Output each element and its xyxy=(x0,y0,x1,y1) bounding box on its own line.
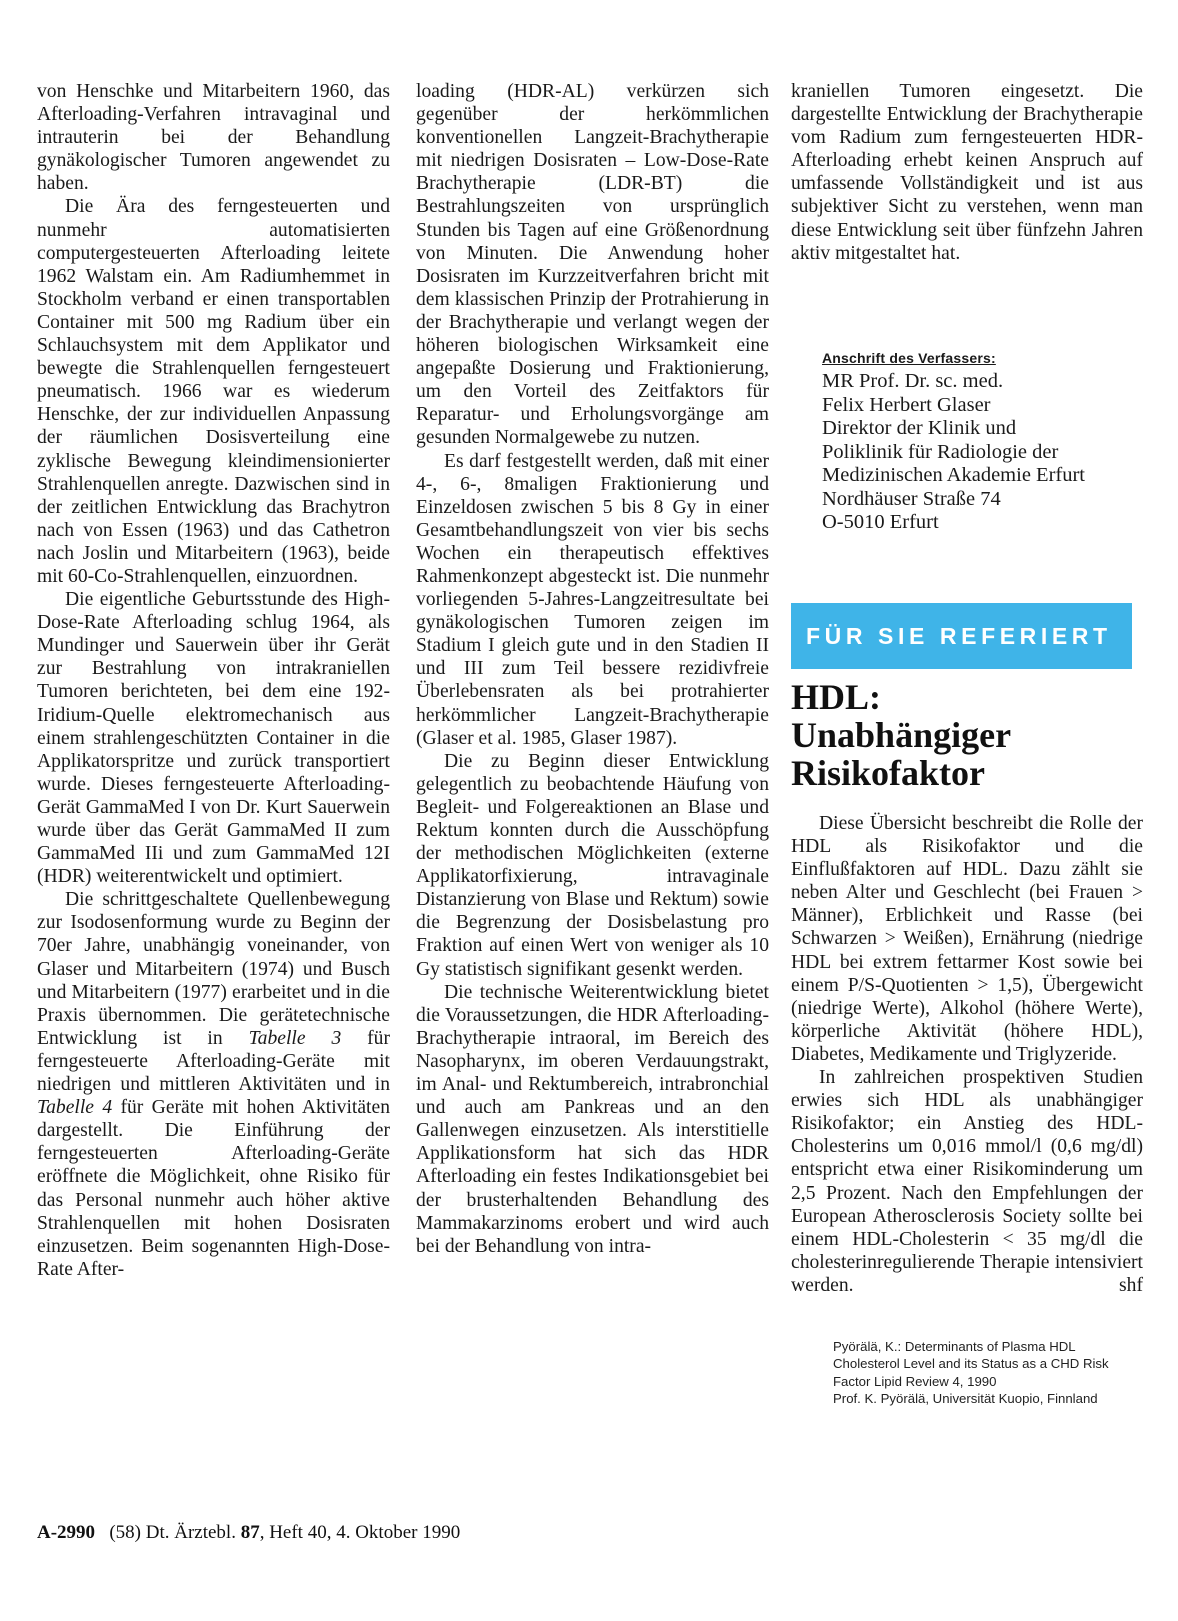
section-banner xyxy=(791,603,1132,669)
address-line: Direktor der Klinik und xyxy=(822,417,1017,439)
reference-author: Prof. K. Pyörälä, Universität Kuopio, Finnland xyxy=(833,1391,1098,1407)
paragraph: Die zu Beginn dieser Entwicklung gelegentlich zu beobachtende Häufung von Begleit- und Folgereaktionen an Blase und Rektum konnten durch die Ausschöpfung der methodischen Möglichkeiten (externe Applikatorfixierung, intravaginale Distanzierung von Blase und Rektum) sowie die Begrenzung der Dosisbelastung pro Fraktion auf einen Wert von weniger als 10 Gy statistisch signifikant gesenkt werden. xyxy=(416,750,769,980)
text-run: für ferngesteuerte Afterloading-Geräte mit niedrigen und mittleren Aktivitäten und in xyxy=(37,1027,390,1096)
text-column-1 xyxy=(37,80,390,1281)
paragraph: Die eigentliche Geburtsstunde des High-Dose-Rate Afterloading schlug 1964, als Mundinger und Sauerwein über ihr Gerät zur Bestrahlung von intrakraniellen Tumoren berichteten, bei dem eine 192-Iridium-Quelle elektromechanisch aus einem strahlengeschützten Container in die Applikatorspritze und zurück transportiert wurde. Dieses ferngesteuerte Afterloading-Gerät GammaMed I von Dr. Kurt Sauerwein wurde über das Gerät GammaMed II zum GammaMed IIi und zum GammaMed 12I (HDR) weiterentwickelt und optimiert. xyxy=(37,589,390,888)
headline-line: Unabhängiger xyxy=(791,715,1012,755)
paragraph: Diese Übersicht beschreibt die Rolle der HDL als Risikofaktor und die Einflußfaktoren auf HDL. Dazu zählt sie neben Alter und Geschlecht (bei Frauen > Männer), Erblichkeit und Rasse (bei Schwarzen > Weißen), Ernährung (niedrige HDL bei extrem fettarmer Kost sowie bei einem P/S-Quotienten > 1,5), Übergewicht (niedrige Werte), Alkohol (höhere Werte), körperliche Aktivität (höhere HDL), Diabetes, Medikamente und Triglyzeride. xyxy=(791,813,1143,1065)
article-body xyxy=(791,812,1143,1297)
page-footer xyxy=(37,1522,460,1544)
address-line: MR Prof. Dr. sc. med. xyxy=(822,370,1004,392)
text-run: In zahlreichen prospektiven Studien erwies sich HDL als unabhängiger Risikofaktor; ein Anstieg des HDL-Cholesterins um 0,016 mmol/l (0,6 mg/dl) entspricht etwa einer Risikominderung um 2,5 Prozent. Nach den Empfehlungen der European Atherosclerosis Society sollte bei einem HDL-Cholesterin < 35 mg/dl die cholesterinregulierende Therapie intensiviert werden. xyxy=(791,1067,1143,1296)
address-line: Poliklinik für Radiologie der xyxy=(822,440,1059,463)
paragraph: Es darf festgestellt werden, daß mit einer 4-, 6-, 8maligen Fraktionierung und Einzeldosen zwischen 5 bis 8 Gy in einer Gesamtbehandlungszeit von vier bis sechs Wochen ein therapeutisch effektives Rahmenkonzept abgesteckt ist. Die nunmehr vorliegenden 5-Jahres-Langzeitresultate bei gynäkologischen Tumoren zeigen im Stadium I gleich gute und in den Stadien II und III zum Teil bessere rezidivfreie Überlebensraten als bei protrahierter herkömmlicher Langzeit-Brachytherapie (Glaser et al. 1985, Glaser 1987). xyxy=(416,450,769,749)
table-reference: Tabelle 4 xyxy=(37,1097,113,1119)
issue-date: , Heft 40, 4. Oktober 1990 xyxy=(259,1522,461,1543)
headline-line: Risikofaktor xyxy=(791,753,986,793)
address-heading: Anschrift des Verfassers: xyxy=(822,350,996,366)
text-column-3 xyxy=(791,80,1143,265)
text-run: für Geräte mit hohen Aktivitäten dargestellt. Die Einführung der ferngesteuerten Afterloading-Geräte eröffnete die Möglichkeit, ohne Risiko für das Personal nunmehr auch höher aktive Strahlenquellen mit hohen Dosisraten einzusetzen. Beim sogenannten High-Dose-Rate After- xyxy=(37,1097,390,1280)
reference-citation: Pyörälä, K.: Determinants of Plasma HDL Cholesterol Level and its Status as a CHD Risk Factor Lipid Review 4, 1990 xyxy=(833,1339,1109,1389)
headline-line: HDL: xyxy=(791,677,881,717)
address-line: O-5010 Erfurt xyxy=(822,511,939,533)
banner-label: FÜR SIE REFERIERT xyxy=(806,622,1112,649)
address-line: Felix Herbert Glaser xyxy=(822,393,991,416)
reference-block xyxy=(833,1338,1143,1408)
paragraph: Die technische Weiterentwicklung bietet die Voraussetzungen, die HDR Afterloading-Brachytherapie intraoral, im Bereich des Nasopharynx, im oberen Verdauungstrakt, im Anal- und Rektumbereich, intrabronchial und auch am Pankreas und an den Gallenwegen einzusetzen. Als interstitielle Applikationsform hat sich das HDR Afterloading ein festes Indikationsgebiet bei der brusterhaltenden Behandlung des Mammakarzinoms erobert und wird auch bei der Behandlung von intra- xyxy=(416,981,769,1257)
page-number: (58) xyxy=(109,1522,141,1543)
paragraph: loading (HDR-AL) verkürzen sich gegenüber der herkömmlichen konventionellen Langzeit-Brachytherapie mit niedrigen Dosisraten – Low-Dose-Rate Brachytherapie (LDR-BT) die Bestrahlungszeiten von ursprünglich Stunden bis Tagen auf eine Größenordnung von Minuten. Die Anwendung hoher Dosisraten im Kurzzeitverfahren bricht mit dem klassischen Prinzip der Protrahierung in der Brachytherapie und verlangt wegen der höheren biologischen Wirksamkeit eine angepaßte Dosierung und Fraktionierung, um den Vorteil des Zeitfaktors für Reparatur- und Erholungsvorgänge am gesunden Normalgewebe zu nutzen. xyxy=(416,81,769,449)
page-code: A-2990 xyxy=(37,1522,96,1543)
paragraph xyxy=(37,888,390,1281)
text-run: Die schrittgeschaltete Quellenbewegung zur Isodosenformung wurde zu Beginn der 70er Jahre, unabhängig voneinander, von Glaser und Mitarbeitern (1974) und Busch und Mitarbeitern (1977) erarbeitet und in die Praxis übernommen. Die gerätetechnische Entwicklung ist in xyxy=(37,889,390,1049)
journal-name: Dt. Ärztebl. xyxy=(145,1522,236,1543)
paragraph: kraniellen Tumoren eingesetzt. Die dargestellte Entwicklung der Brachytherapie vom Radium zum ferngesteuerten HDR-Afterloading erhebt keinen Anspruch auf umfassende Vollständigkeit und ist aus subjektiver Sicht zu verstehen, wenn man diese Entwicklung seit über fünfzehn Jahren aktiv mitgestaltet hat. xyxy=(791,81,1143,264)
paragraph: von Henschke und Mitarbeitern 1960, das Afterloading-Verfahren intravaginal und intrauterin bei der Behandlung gynäkologischer Tumoren angewendet zu haben. xyxy=(37,81,390,195)
address-line: Nordhäuser Straße 74 xyxy=(822,487,1001,510)
table-reference: Tabelle 3 xyxy=(248,1027,342,1049)
author-address xyxy=(822,350,1152,535)
address-line: Medizinischen Akademie Erfurt xyxy=(822,464,1085,486)
text-column-2 xyxy=(416,80,769,1258)
article-headline xyxy=(791,678,1146,792)
journal-volume: 87 xyxy=(240,1522,260,1543)
author-initials: shf xyxy=(1119,1274,1143,1296)
paragraph: Die Ära des ferngesteuerten und nunmehr automatisierten computergesteuerten Afterloading leitete 1962 Walstam ein. Am Radiumhemmet in Stockholm verband er einen transportablen Container mit 500 mg Radium über ein Schlauchsystem mit dem Applikator und bewegte die Strahlenquellen ferngesteuert pneumatisch. 1966 war es wiederum Henschke, der zur individuellen Anpassung der räumlichen Dosisverteilung eine zyklische Bewegung kleindimensionierter Strahlenquellen anregte. Dazwischen sind in der zeitlichen Entwicklung das Brachytron nach von Essen (1963) und das Cathetron nach Joslin und Mitarbeitern (1963), beide mit 60-Co-Strahlenquellen, einzuordnen. xyxy=(37,196,390,587)
paragraph xyxy=(791,1066,1143,1297)
